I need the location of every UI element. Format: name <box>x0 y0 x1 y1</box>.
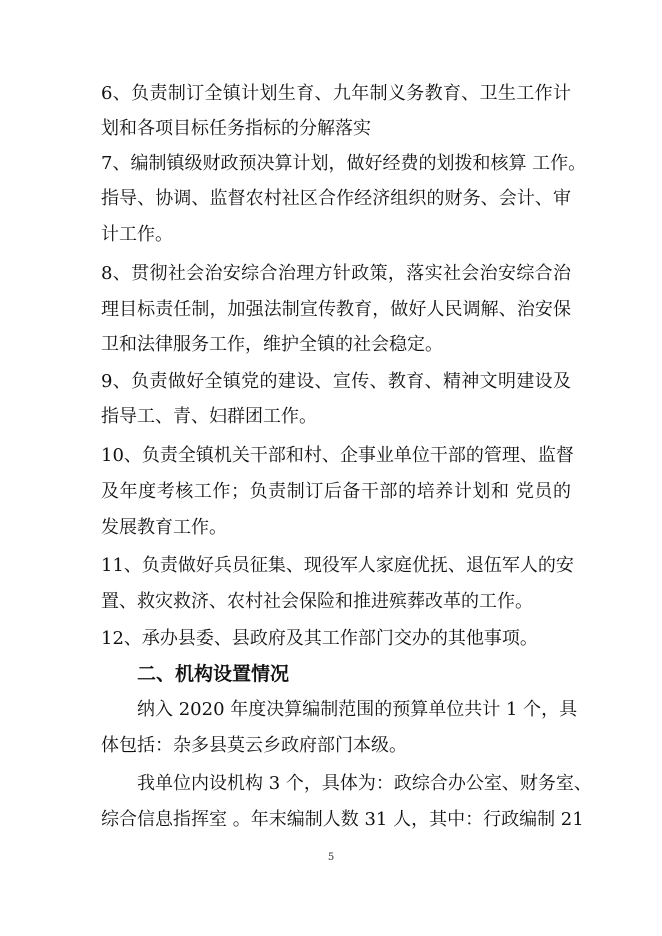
item-9-line-2: 指导工、青、妇群团工作。 <box>101 406 317 427</box>
item-8-line-1: 8、贯彻社会治安综合治理方针政策，落实社会治安综合治 <box>101 263 571 284</box>
item-12-line-1: 12、承办县委、县政府及其工作部门交办的其他事项。 <box>101 628 538 649</box>
paragraph-2-line-2: 综合信息指挥室 。年末编制人数 31 人，其中：行政编制 21 <box>101 809 584 830</box>
item-8-line-3: 卫和法律服务工作，维护全镇的社会稳定。 <box>101 334 443 355</box>
item-7-line-1: 7、编制镇级财政预决算计划，做好经费的划拨和核算 工作。 <box>101 153 587 174</box>
item-7-line-3: 计工作。 <box>101 224 173 245</box>
item-9-line-1: 9、负责做好全镇党的建设、宣传、教育、精神文明建设及 <box>101 371 571 392</box>
paragraph-1-line-2: 体包括：杂多县莫云乡政府部门本级。 <box>101 735 407 756</box>
item-10-line-1: 10、负责全镇机关干部和村、企事业单位干部的管理、监督 <box>101 445 574 466</box>
item-10-line-2: 及年度考核工作；负责制订后备干部的培养计划和 党员的 <box>101 481 571 502</box>
item-6-line-1: 6、负责制订全镇计划生育、九年制义务教育、卫生工作计 <box>101 83 571 104</box>
item-11-line-2: 置、救灾救济、农村社会保险和推进殡葬改革的工作。 <box>101 591 533 612</box>
item-7-line-2: 指导、协调、监督农村社区合作经济组织的财务、会计、审 <box>101 188 571 209</box>
item-11-line-1: 11、负责做好兵员征集、现役军人家庭优抚、退伍军人的安 <box>101 555 574 576</box>
page-number: 5 <box>327 852 335 863</box>
section-heading: 二、机构设置情况 <box>137 663 290 685</box>
item-6-line-2: 划和各项目标任务指标的分解落实 <box>101 118 371 139</box>
item-8-line-2: 理目标责任制，加强法制宣传教育，做好人民调解、治安保 <box>101 299 571 320</box>
paragraph-1-line-1: 纳入 2020 年度决算编制范围的预算单位共计 1 个，具 <box>137 699 578 720</box>
item-10-line-3: 发展教育工作。 <box>101 517 227 538</box>
paragraph-2-line-1: 我单位内设机构 3 个，具体为：政综合办公室、财务室、 <box>137 773 592 794</box>
